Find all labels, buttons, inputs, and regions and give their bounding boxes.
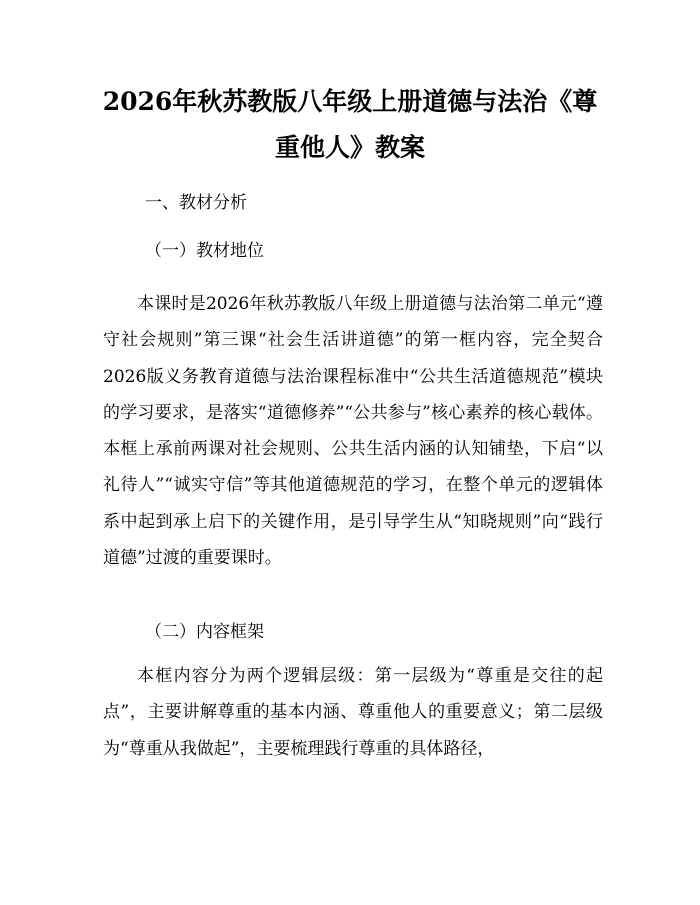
document-title-line-2: 重他人》教案 — [274, 133, 425, 162]
section-heading-textbook-analysis: 一、教材分析 — [145, 193, 247, 213]
document-title-line-1: 2026年秋苏教版八年级上册道德与法治《尊 — [102, 87, 598, 116]
subsection-heading-textbook-position: （一）教材地位 — [145, 241, 264, 261]
paragraph-content-framework: 本框内容分为两个逻辑层级：第一层级为“尊重是交往的起点”，主要讲解尊重的基本内涵、尊重他人的重要意义；第二层级为“尊重从我做起”，主要梳理践行尊重的具体路径， — [103, 666, 603, 759]
subsection-heading-content-framework: （二）内容框架 — [145, 622, 264, 642]
paragraph-textbook-position: 本课时是2026年秋苏教版八年级上册道德与法治第二单元“遵守社会规则”第三课“社会生活讲道德”的第一框内容，完全契合2026版义务教育道德与法治课程标准中“公共生活道德规范”模块的学习要求，是落实“道德修养”“公共参与”核心素养的核心载体。本框上承前两课对社会规则、公共生活内涵的认知铺垫，下启“以礼待人”“诚实守信”等其他道德规范的学习，在整个单元的逻辑体系中起到承上启下的关键作用，是引导学生从“知晓规则”向“践行道德”过渡的重要课时。 — [103, 294, 603, 569]
